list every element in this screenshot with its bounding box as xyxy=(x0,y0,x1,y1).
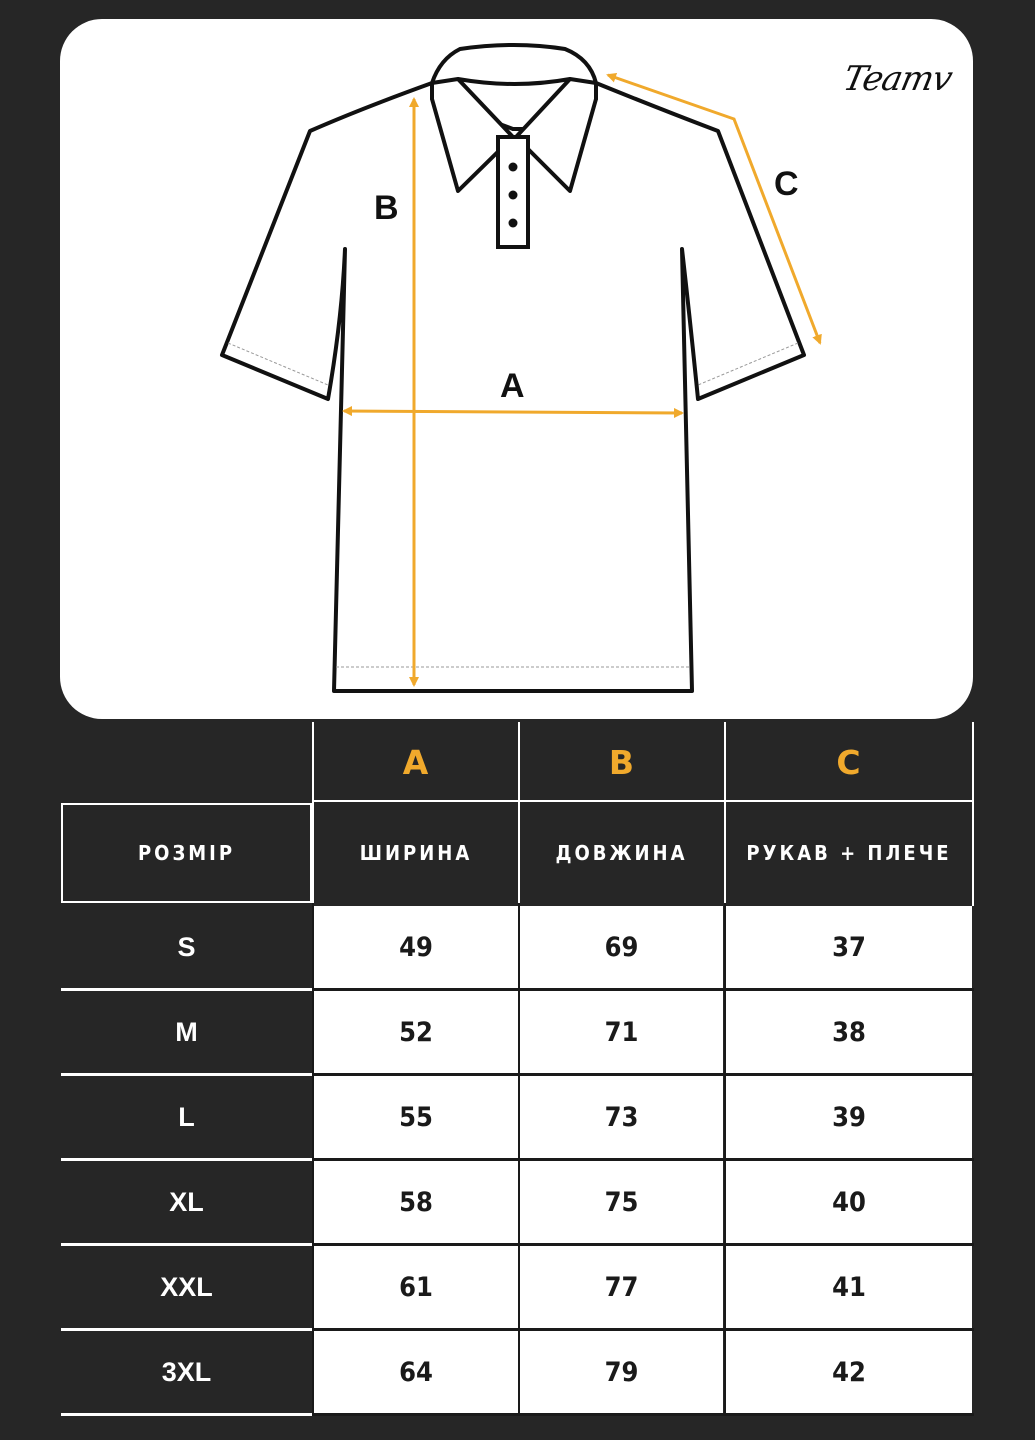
size-label: 3XL xyxy=(161,1357,212,1387)
header-sleeve-shoulder: РУКАВ + ПЛЕЧЕ xyxy=(726,803,972,903)
size-label: L xyxy=(178,1102,195,1132)
grid-line xyxy=(61,1073,312,1076)
dimension-label-b: B xyxy=(374,189,399,227)
value-width: 49 xyxy=(314,906,518,989)
grid-line xyxy=(314,1328,974,1331)
size-label: XL xyxy=(169,1187,204,1217)
header-length: ДОВЖИНА xyxy=(520,803,723,903)
value-length: 71 xyxy=(520,991,723,1074)
value-length: 77 xyxy=(520,1246,723,1329)
header-width: ШИРИНА xyxy=(314,803,518,903)
grid-line xyxy=(972,722,974,906)
value-sleeve-shoulder: 38 xyxy=(726,991,972,1074)
brand-logo: Teamv xyxy=(839,59,956,99)
value-length: 75 xyxy=(520,1161,723,1244)
value-sleeve-shoulder: 41 xyxy=(726,1246,972,1329)
value-width: 52 xyxy=(314,991,518,1074)
grid-line xyxy=(724,722,726,906)
button xyxy=(509,219,518,228)
grid-line xyxy=(314,1073,974,1076)
size-label: S xyxy=(177,932,196,962)
column-letter-b: B xyxy=(608,742,635,782)
size-label: M xyxy=(175,1017,198,1047)
grid-line xyxy=(312,800,974,802)
value-width: 61 xyxy=(314,1246,518,1329)
value-sleeve-shoulder: 37 xyxy=(726,906,972,989)
grid-line xyxy=(312,722,314,906)
dimension-label-a: A xyxy=(500,367,525,405)
button xyxy=(509,191,518,200)
column-letter-a: A xyxy=(402,742,429,782)
value-sleeve-shoulder: 40 xyxy=(726,1161,972,1244)
grid-line xyxy=(61,1158,312,1161)
grid-line xyxy=(314,1158,974,1161)
dimension-a-arrow xyxy=(344,411,682,413)
value-width: 64 xyxy=(314,1331,518,1414)
size-label: XXL xyxy=(160,1272,213,1302)
grid-line xyxy=(314,988,974,991)
grid-line xyxy=(518,722,520,906)
grid-line xyxy=(61,988,312,991)
grid-line xyxy=(61,1328,312,1331)
header-size: РОЗМІР xyxy=(61,803,312,903)
value-sleeve-shoulder: 42 xyxy=(726,1331,972,1414)
value-width: 55 xyxy=(314,1076,518,1159)
value-length: 79 xyxy=(520,1331,723,1414)
size-diagram xyxy=(60,19,973,719)
value-sleeve-shoulder: 39 xyxy=(726,1076,972,1159)
dimension-label-c: C xyxy=(774,165,799,203)
value-width: 58 xyxy=(314,1161,518,1244)
column-letter-c: C xyxy=(836,742,861,782)
value-length: 69 xyxy=(520,906,723,989)
button xyxy=(509,163,518,172)
grid-line xyxy=(314,1413,974,1416)
grid-line xyxy=(61,1243,312,1246)
grid-line xyxy=(314,1243,974,1246)
grid-line xyxy=(61,1413,312,1416)
value-length: 73 xyxy=(520,1076,723,1159)
